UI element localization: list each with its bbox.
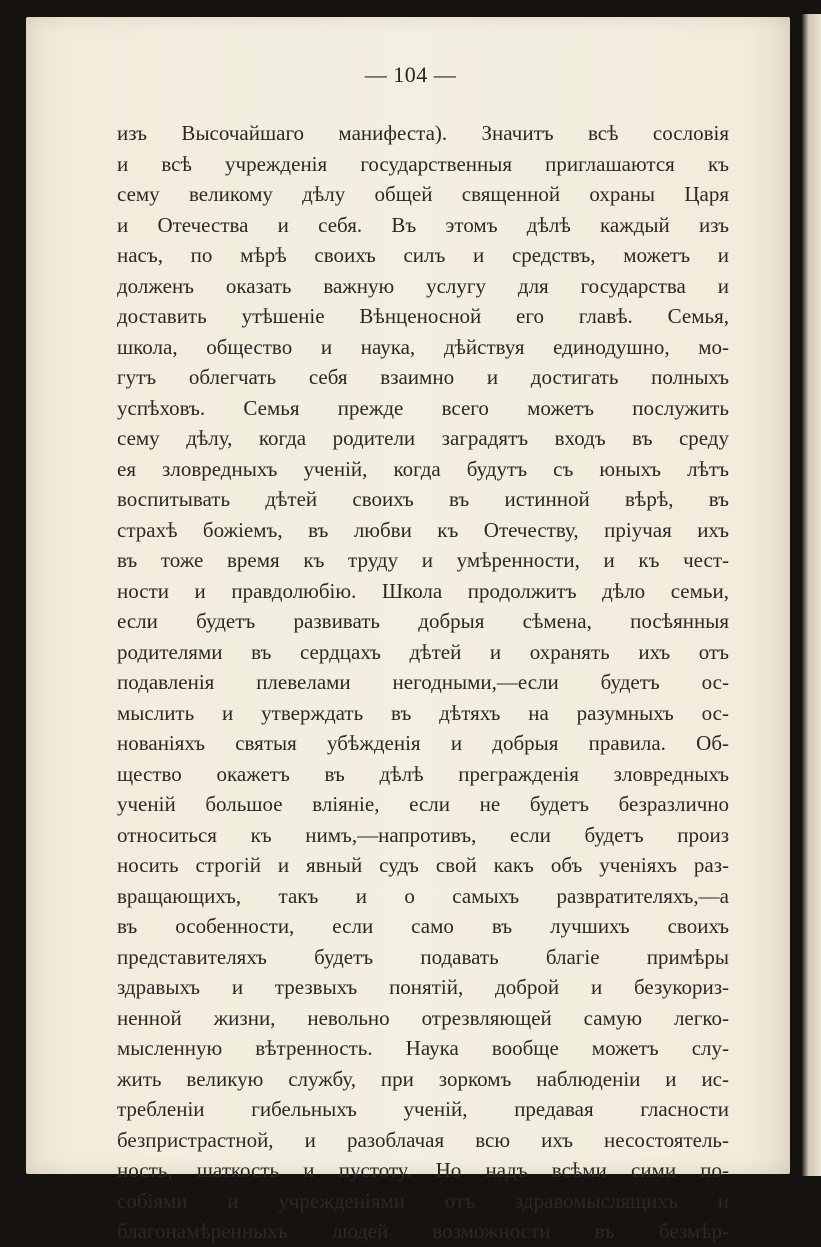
text-line: долженъ оказать важную услугу для государства и [117,273,729,298]
text-line: сему великому дѣлу общей священной охраны Царя [117,182,729,206]
text-line: относиться къ нимъ,—напротивъ, если будетъ произ [117,822,729,847]
text-line: воспитывать дѣтей своихъ въ истинной вѣрѣ, въ [117,487,729,511]
text-line: въ особенности, если само въ лучшихъ своихъ [117,914,729,938]
text-line: представителяхъ будетъ подавать благіе примѣры [117,944,729,969]
text-line: гутъ облегчать себя взаимно и достигать полныхъ [117,365,729,389]
text-line: мыслить и утверждать въ дѣтяхъ на разумныхъ ос- [117,700,729,725]
adjacent-page-edge [802,14,821,1176]
text-line: и Отечества и себя. Въ этомъ дѣлѣ каждый изъ [117,212,729,237]
text-line: родителями въ сердцахъ дѣтей и охранять ихъ отъ [117,639,729,664]
text-line: щество окажетъ въ дѣлѣ прегражденія зловредныхъ [117,761,729,786]
text-line: ность, шаткость и пустоту. Но надъ всѣми сими по- [117,1158,729,1182]
body-text [117,118,729,1247]
text-line: ности и правдолюбію. Школа продолжитъ дѣло семьи, [117,578,729,603]
text-line: здравыхъ и трезвыхъ понятій, доброй и безукориз- [117,975,729,999]
text-line: мысленную вѣтренность. Наука вообще можетъ слу- [117,1036,729,1060]
text-line: если будетъ развивать добрыя сѣмена, посѣянныя [117,609,729,633]
text-line: въ тоже время къ труду и умѣренности, и къ чест- [117,548,729,572]
text-line: ненной жизни, невольно отрезвляющей самую легко- [117,1005,729,1030]
text-line: подавленія плевелами негодными,—если будетъ ос- [117,670,729,694]
text-line: изъ Высочайшаго манифеста). Значитъ всѣ сословія [117,121,729,145]
text-line: требленіи гибельныхъ ученій, предавая гласности [117,1097,729,1121]
text-line: школа, общество и наука, дѣйствуя единодушно, мо- [117,334,729,359]
text-line: носить строгій и явный судъ свой какъ объ ученіяхъ раз- [117,853,729,877]
text-line: ученій большое вліяніе, если не будетъ безразлично [117,792,729,816]
text-line: насъ, по мѣрѣ своихъ силъ и средствъ, можетъ и [117,243,729,267]
text-line: успѣховъ. Семья прежде всего можетъ послужить [117,395,729,420]
text-line: безпристрастной, и разоблачая всю ихъ несостоятель- [117,1127,729,1152]
text-line: и всѣ учрежденія государственныя приглашаются къ [117,151,729,176]
text-line: благонамѣренныхъ людей возможности въ безмѣр- [117,1219,729,1243]
text-line: жить великую службу, при зоркомъ наблюденіи и ис- [117,1066,729,1091]
text-line: собіями и учрежденіями отъ здравомыслящихъ и [117,1188,729,1213]
text-line: нованіяхъ святыя убѣжденія и добрыя правила. Об- [117,731,729,755]
text-line: ея зловредныхъ ученій, когда будутъ съ юныхъ лѣтъ [117,456,729,481]
text-line: вращающихъ, такъ и о самыхъ развратителяхъ,—а [117,883,729,908]
text-line: сему дѣлу, когда родители заградятъ входъ въ среду [117,426,729,450]
page-number: — 104 — [364,62,457,87]
text-line: страхѣ божіемъ, въ любви къ Отечеству, пріучая ихъ [117,517,729,542]
text-line: доставить утѣшеніе Вѣнценосной его главѣ. Семья, [117,304,729,328]
